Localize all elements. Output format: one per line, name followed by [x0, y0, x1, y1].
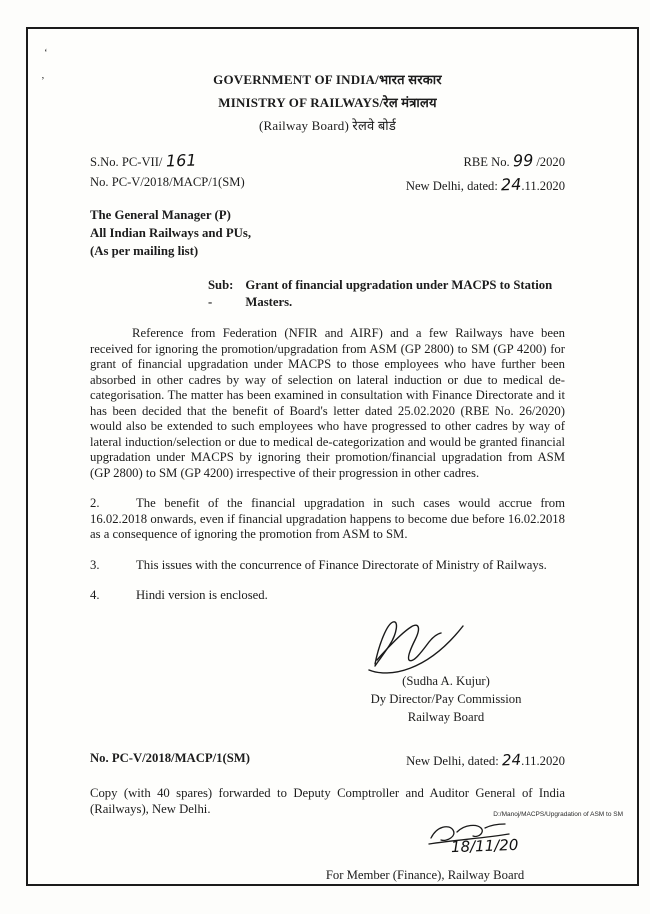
- signatory-organisation: Railway Board: [407, 710, 485, 725]
- subject-label: Sub: -: [208, 277, 234, 310]
- date-prefix: New Delhi, dated:: [405, 179, 498, 194]
- reference-left: [90, 149, 245, 197]
- handwritten-date: 18/11/20: [451, 835, 519, 856]
- addressee-block: [90, 207, 565, 261]
- member-signature-block: [305, 820, 545, 885]
- rbe-number-line: [406, 149, 565, 173]
- paragraph-number: 4.: [90, 588, 100, 603]
- date-line: [406, 173, 565, 197]
- rbe-prefix: RBE No.: [463, 155, 510, 170]
- footer-reference-row: [90, 751, 565, 769]
- serial-number-handwritten: 161: [165, 150, 197, 171]
- paragraph-text: This issues with the concurrence of Finance Directorate of Ministry of Railways.: [136, 557, 547, 572]
- footer-date-line: [406, 751, 565, 769]
- body-paragraph-2: [90, 496, 565, 542]
- footer-date-prefix: New Delhi, dated:: [406, 753, 499, 768]
- letterhead-ministry-line: MINISTRY OF RAILWAYS/रेल मंत्रालय: [218, 94, 437, 110]
- letterhead-board-line: (Railway Board) रेलवे बोर्ड: [258, 117, 396, 133]
- serial-prefix: S.No. PC-VII/: [90, 155, 163, 170]
- scanned-page-border: [26, 27, 639, 886]
- rbe-suffix: /2020: [536, 155, 565, 170]
- letterhead-govt-line: GOVERNMENT OF INDIA/भारत सरकार: [213, 72, 442, 87]
- letterhead: [90, 69, 565, 137]
- for-member-finance: For Member (Finance), Railway Board: [325, 867, 525, 882]
- paragraph-number: 3.: [90, 557, 100, 572]
- signatory-name: (Sudha A. Kujur): [402, 673, 490, 688]
- paragraph-text: The benefit of the financial upgradation in such cases would accrue from 16.02.2018 onwards, even if financial upgradation happens to become due before 16.02.2018 as a consequence of ignoring the promotion from ASM to SM.: [90, 496, 565, 542]
- addressee-line-1: The General Manager (P): [90, 208, 231, 223]
- body-paragraph-3: [90, 558, 565, 573]
- signature-block: [331, 614, 561, 727]
- reference-row: [90, 149, 565, 197]
- paragraph-number: 2.: [90, 496, 100, 511]
- body-paragraph-4: [90, 588, 565, 603]
- body-paragraph-1: Reference from Federation (NFIR and AIRF) and a few Railways have been received for ignoring the promotion/upgradation from ASM (GP 2800) to SM (GP 4200) for grant of financial upgradation under MACPS to those employees who have further been absorbed in other cadres by way of selection on lateral induction or due to medical de-categorisation. The matter has been examined in consultation with Finance Directorate and it has been decided that the benefit of Board's letter dated 25.02.2020 (RBE No. 26/2020) would also be extended to such employees who have progressed to other cadres by way of lateral induction/selection or due to medical de-categorization and would be granted financial upgradation under MACPS by ignoring their promotion/financial upgradation from ASM (GP 2800) to SM (GP 4200) irrespective of their progression in other cadres.: [90, 326, 565, 480]
- footer-file-number: No. PC-V/2018/MACP/1(SM): [90, 750, 250, 765]
- rbe-number-handwritten: 99: [512, 150, 534, 171]
- paragraph-text: Hindi version is enclosed.: [136, 588, 268, 603]
- serial-number-line: [90, 149, 245, 173]
- date-suffix: .11.2020: [521, 179, 565, 194]
- file-number: No. PC-V/2018/MACP/1(SM): [90, 175, 245, 190]
- document-path-note: D:/Manoj/MACPS/Upgradation of ASM to SM: [493, 811, 623, 818]
- scan-artifact-mark: ʼ: [41, 75, 45, 87]
- subject-text: Grant of financial upgradation under MACPS to Station Masters.: [245, 277, 553, 310]
- scan-artifact-mark: ʻ: [44, 47, 48, 59]
- footer-date-day-handwritten: 24: [501, 750, 522, 770]
- footer-date-suffix: .11.2020: [521, 753, 565, 768]
- reference-right: [406, 149, 565, 197]
- subject-block: [208, 277, 565, 311]
- addressee-line-2: All Indian Railways and PUs,: [90, 226, 252, 241]
- signature-sudha-kujur-icon: [361, 614, 471, 676]
- letter-content: [28, 29, 637, 884]
- date-day-handwritten: 24: [500, 174, 522, 195]
- addressee-line-3: (As per mailing list): [90, 244, 199, 259]
- copy-forwarded-text: Copy (with 40 spares) forwarded to Deputy Comptroller and Auditor General of India (Railways), New Delhi.: [90, 785, 565, 817]
- signatory-title: Dy Director/Pay Commission: [370, 691, 522, 706]
